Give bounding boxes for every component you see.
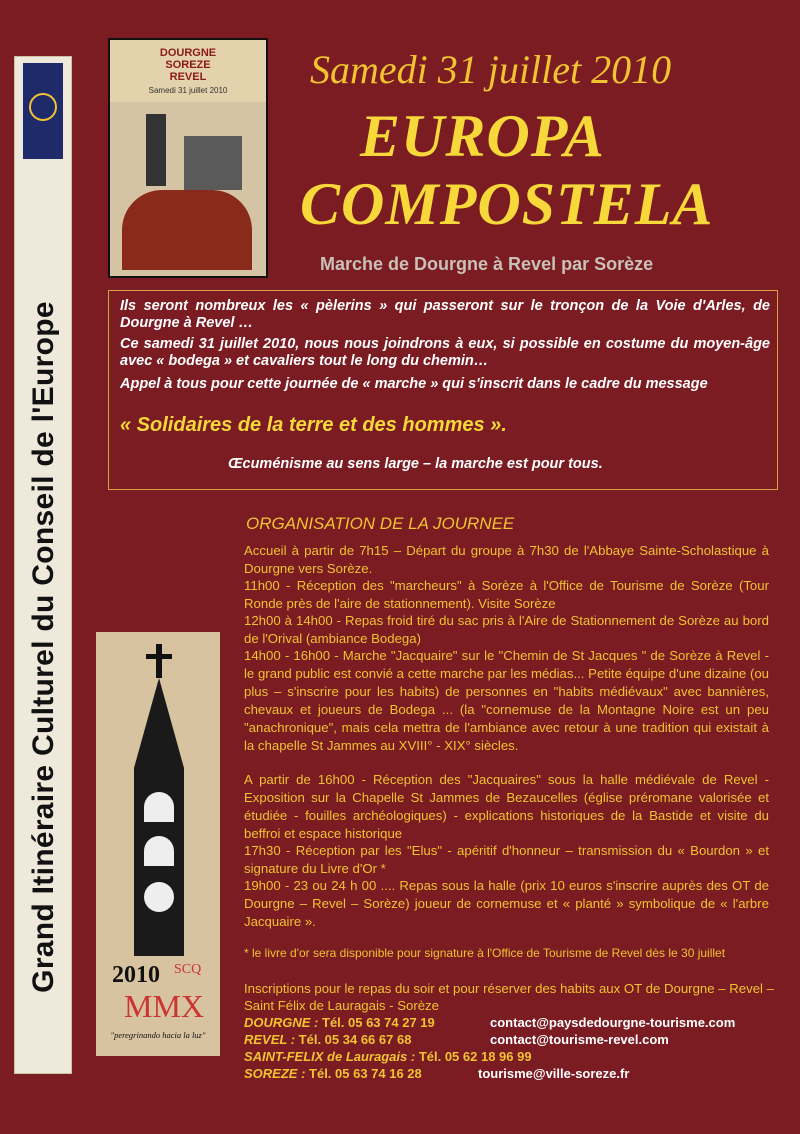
intro-paragraph-1: Ils seront nombreux les « pèlerins » qui passeront sur le tronçon de la Voie d'Arles, de Dourgne à Revel … bbox=[120, 298, 770, 331]
spire-illustration bbox=[134, 678, 184, 768]
contact-name: DOURGNE : bbox=[244, 1015, 319, 1030]
contact-name: REVEL : bbox=[244, 1032, 296, 1047]
contact-row bbox=[244, 1014, 784, 1032]
contact-phone: Tél. 05 63 74 27 19 bbox=[318, 1015, 435, 1030]
poster-line-2: SOREZE bbox=[165, 59, 211, 71]
rose-window-icon bbox=[144, 882, 174, 912]
event-poster-image bbox=[108, 38, 268, 278]
contact-email[interactable]: contact@paysdedourgne-tourisme.com bbox=[490, 1015, 736, 1030]
sidebar-label: Grand Itinéraire Culturel du Conseil de l'Europe bbox=[27, 301, 60, 993]
contact-row bbox=[244, 1065, 784, 1083]
poster-mmx: MMX bbox=[124, 988, 205, 1024]
schedule-item: Accueil à partir de 7h15 – Départ du groupe à 7h30 de l'Abbaye Sainte-Scholastique à Dourgne vers Sorèze. bbox=[244, 543, 769, 576]
cross-icon bbox=[156, 644, 162, 678]
poster-caption: "peregrinando hacia la luz" bbox=[110, 1030, 206, 1040]
pilgrims-crowd-illustration bbox=[122, 190, 252, 270]
sidebar-banner bbox=[14, 56, 72, 1074]
event-title-line2: COMPOSTELA bbox=[300, 171, 714, 237]
schedule-item: 19h00 - 23 ou 24 h 00 .... Repas sous la halle (prix 10 euros s'inscrire auprès des OT de Dourgne – Revel – Sorèze) joueur de cornemuse et « planté » symbolique de « l'arbre Jacquaire ». bbox=[244, 878, 769, 929]
poster-date: Samedi 31 juillet 2010 bbox=[148, 86, 228, 95]
schedule-item: 17h30 - Réception par les "Elus" - apéritif d'honneur – transmission du « Bourdon » et signature du Livre d'Or * bbox=[244, 843, 769, 876]
event-title-line1: EUROPA bbox=[360, 103, 605, 169]
cathedral-facade-illustration bbox=[184, 136, 242, 190]
footnote: * le livre d'or sera disponible pour signature à l'Office de Tourisme de Revel dès le 30 juillet bbox=[244, 946, 726, 960]
intro-paragraph-2: Ce samedi 31 juillet 2010, nous nous joindrons à eux, si possible en costume du moyen-âge avec « bodega » et cavaliers tout le long du chemin… bbox=[120, 336, 770, 369]
event-date: Samedi 31 juillet 2010 bbox=[310, 47, 672, 92]
intro-footer: Œcuménisme au sens large – la marche est pour tous. bbox=[228, 456, 603, 472]
contact-name: SOREZE : bbox=[244, 1066, 306, 1081]
schedule-item: 12h00 à 14h00 - Repas froid tiré du sac pris à l'Aire de Stationnement de Sorèze au bord de l'Orival (ambiance Bodega) bbox=[244, 613, 769, 646]
poster-scq: SCQ bbox=[174, 962, 202, 977]
schedule-item: 11h00 - Réception des "marcheurs" à Sorèze à l'Office de Tourisme de Sorèze (Tour Ronde près de l'aire de stationnement). Visite Sorèze bbox=[244, 578, 769, 611]
organisation-heading: ORGANISATION DE LA JOURNEE bbox=[246, 514, 515, 533]
intro-slogan: « Solidaires de la terre et des hommes ». bbox=[120, 414, 507, 436]
tower-window bbox=[144, 792, 174, 822]
poster-line-1: DOURGNE bbox=[159, 47, 217, 59]
church-tower-illustration bbox=[146, 114, 166, 186]
contact-phone: Tél. 05 34 66 67 68 bbox=[295, 1032, 412, 1047]
poster-year: 2010 bbox=[112, 962, 160, 988]
intro-paragraph-3: Appel à tous pour cette journée de « marche » qui s'inscrit dans le cadre du message bbox=[120, 376, 708, 392]
compostela-poster-image bbox=[96, 632, 220, 1056]
schedule-item: 14h00 - 16h00 - Marche "Jacquaire" sur le "Chemin de St Jacques " de Sorèze à Revel - le grand public est convié a cette marche par les médias... Petite équipe d'une dizaine (ou plus – s'inscrire pour les habits) de personnes en "habits médiévaux" avec bannières, chevaux et joueurs de Bodega ... (la "cornemuse de la Montagne Noire est un peu "anachronique", mais cela mettra de l'ambiance avec retour à une tradition qui existait à la chapelle St Jammes au XVIII° - XIX° siècles. bbox=[244, 648, 769, 753]
poster-line-3: REVEL bbox=[169, 71, 207, 83]
contact-email[interactable]: tourisme@ville-soreze.fr bbox=[478, 1066, 630, 1081]
contact-phone: Tél. 05 63 74 16 28 bbox=[305, 1066, 422, 1081]
registration-text: Inscriptions pour le repas du soir et pour réserver des habits aux OT de Dourgne – Revel – Saint Félix de Lauragais - Sorèze bbox=[244, 981, 774, 1013]
contact-phone: Tél. 05 62 18 96 99 bbox=[415, 1049, 532, 1064]
schedule-item: A partir de 16h00 - Réception des "Jacquaires" sous la halle médiévale de Revel - Exposition sur la Chapelle St Jammes de Bezaucelles (église préromane valorisée et étudiée - fouilles archéologiques) - explications historiques de la Bastide et visite du beffroi et espace historique bbox=[244, 772, 769, 841]
tower-window bbox=[144, 836, 174, 866]
contact-name: SAINT-FELIX de Lauragais : bbox=[244, 1049, 416, 1064]
event-subtitle: Marche de Dourgne à Revel par Sorèze bbox=[320, 254, 654, 274]
contact-row bbox=[244, 1048, 784, 1066]
contact-email[interactable]: contact@tourisme-revel.com bbox=[490, 1032, 669, 1047]
contact-row bbox=[244, 1031, 784, 1049]
